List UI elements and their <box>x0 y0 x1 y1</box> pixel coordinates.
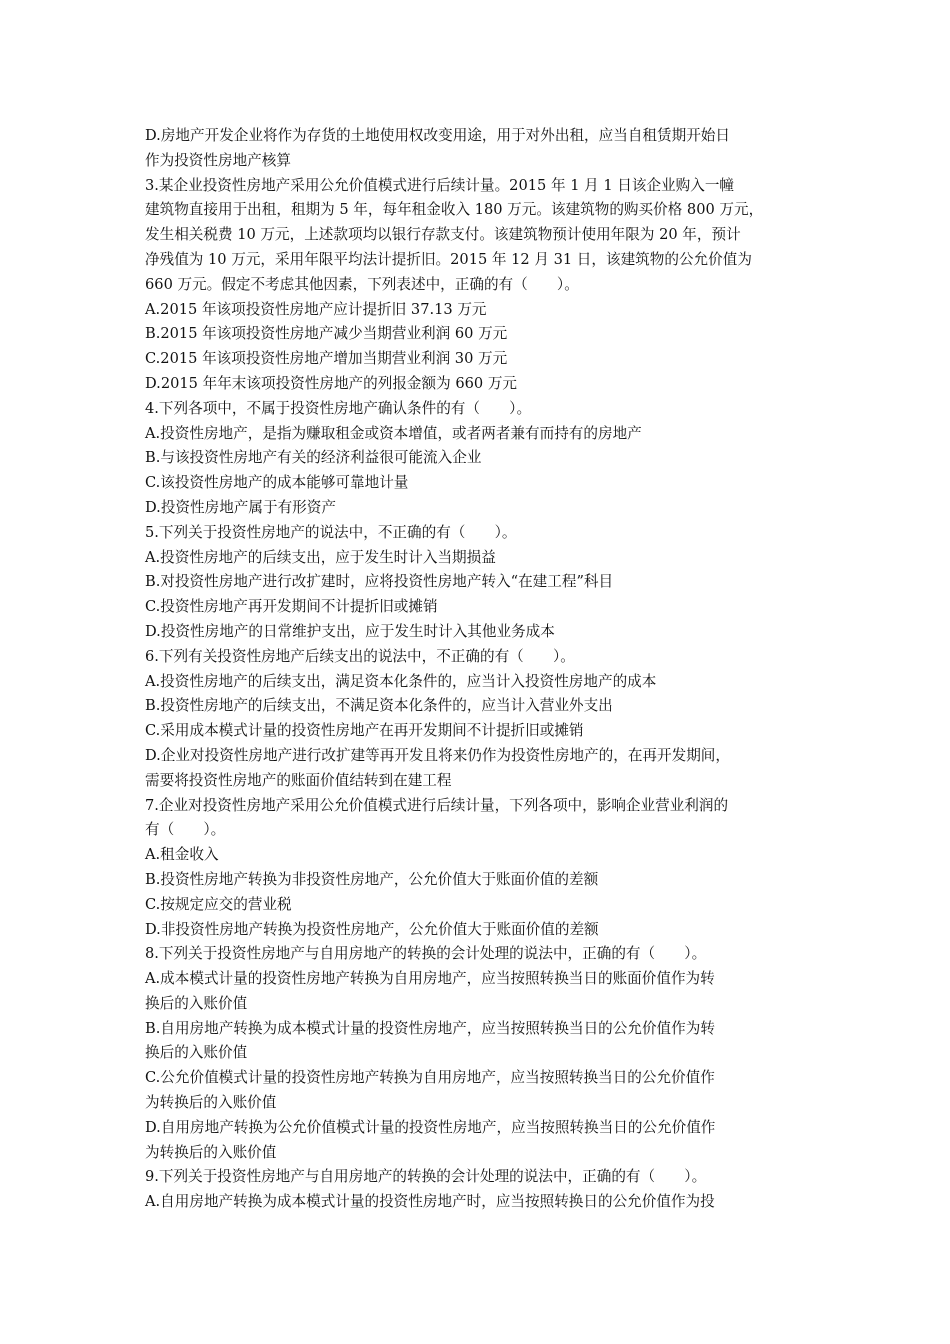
option-b: B.投资性房地产的后续支出，不满足资本化条件的，应当计入营业外支出 <box>145 697 613 715</box>
text-line: 660 万元。假定不考虑其他因素，下列表述中，正确的有（ ）。 <box>145 275 579 293</box>
question-7-stem: 7.企业对投资性房地产采用公允价值模式进行后续计量，下列各项中，影响企业营业利润的 <box>145 796 729 814</box>
text-line: 为转换后的入账价值 <box>145 1094 277 1112</box>
option-d: D.企业对投资性房地产进行改扩建等再开发且将来仍作为投资性房地产的，在再开发期间， <box>145 746 730 764</box>
document-body <box>145 124 810 1215</box>
option-b: B.2015 年该项投资性房地产减少当期营业利润 60 万元 <box>145 325 508 343</box>
text-line: 换后的入账价值 <box>145 1044 248 1062</box>
question-3-stem: 3.某企业投资性房地产采用公允价值模式进行后续计量。2015 年 1 月 1 日该企业购入一幢 <box>145 176 735 194</box>
option-a: A.投资性房地产的后续支出，应于发生时计入当期损益 <box>145 548 496 566</box>
option-d: D.非投资性房地产转换为投资性房地产，公允价值大于账面价值的差额 <box>145 920 599 938</box>
question-8-stem: 8.下列关于投资性房地产与自用房地产的转换的会计处理的说法中，正确的有（ ）。 <box>145 945 707 963</box>
option-a: A.自用房地产转换为成本模式计量的投资性房地产时，应当按照转换日的公允价值作为投 <box>145 1193 715 1211</box>
text-line: D.房地产开发企业将作为存货的土地使用权改变用途，用于对外出租，应当自租赁期开始日 <box>145 127 730 144</box>
question-6-stem: 6.下列有关投资性房地产后续支出的说法中，不正确的有（ ）。 <box>145 647 575 665</box>
option-a: A.投资性房地产的后续支出，满足资本化条件的，应当计入投资性房地产的成本 <box>145 672 657 690</box>
option-b: B.自用房地产转换为成本模式计量的投资性房地产，应当按照转换当日的公允价值作为转 <box>145 1019 715 1037</box>
option-c: C.2015 年该项投资性房地产增加当期营业利润 30 万元 <box>145 350 508 368</box>
question-4-stem: 4.下列各项中，不属于投资性房地产确认条件的有（ ）。 <box>145 399 532 417</box>
option-b: B.投资性房地产转换为非投资性房地产，公允价值大于账面价值的差额 <box>145 870 599 888</box>
option-c: C.该投资性房地产的成本能够可靠地计量 <box>145 474 409 492</box>
option-a: A.租金收入 <box>145 846 219 864</box>
option-d: D.自用房地产转换为公允价值模式计量的投资性房地产，应当按照转换当日的公允价值作 <box>145 1118 716 1136</box>
option-c: C.按规定应交的营业税 <box>145 895 292 913</box>
option-d: D.投资性房地产的日常维护支出，应于发生时计入其他业务成本 <box>145 622 555 640</box>
option-c: C.投资性房地产再开发期间不计提折旧或摊销 <box>145 598 438 616</box>
text-line: 发生相关税费 10 万元，上述款项均以银行存款支付。该建筑物预计使用年限为 20 年，预计 <box>145 226 741 244</box>
option-a: A.投资性房地产，是指为赚取租金或资本增值，或者两者兼有而持有的房地产 <box>145 424 642 442</box>
text-line: 净残值为 10 万元，采用年限平均法计提折旧。2015 年 12 月 31 日，该建筑物的公允价值为 <box>145 250 752 268</box>
question-9-stem: 9.下列关于投资性房地产与自用房地产的转换的会计处理的说法中，正确的有（ ）。 <box>145 1168 707 1186</box>
text-line: 换后的入账价值 <box>145 994 248 1012</box>
text-line: 需要将投资性房地产的账面价值结转到在建工程 <box>145 771 452 789</box>
text-line: 建筑物直接用于出租，租期为 5 年，每年租金收入 180 万元。该建筑物的购买价格 800 万元， <box>145 201 764 219</box>
text-line: 作为投资性房地产核算 <box>145 151 291 169</box>
question-5-stem: 5.下列关于投资性房地产的说法中，不正确的有（ ）。 <box>145 523 517 541</box>
option-b: B.对投资性房地产进行改扩建时，应将投资性房地产转入“在建工程”科目 <box>145 573 614 591</box>
option-a: A.2015 年该项投资性房地产应计提折旧 37.13 万元 <box>145 300 487 318</box>
option-a: A.成本模式计量的投资性房地产转换为自用房地产，应当按照转换当日的账面价值作为转 <box>145 970 715 988</box>
option-c: C.采用成本模式计量的投资性房地产在再开发期间不计提折旧或摊销 <box>145 722 584 740</box>
option-b: B.与该投资性房地产有关的经济利益很可能流入企业 <box>145 449 482 467</box>
option-d: D.2015 年年末该项投资性房地产的列报金额为 660 万元 <box>145 374 518 392</box>
option-c: C.公允价值模式计量的投资性房地产转换为自用房地产，应当按照转换当日的公允价值作 <box>145 1069 715 1087</box>
text-line: 有（ ）。 <box>145 821 226 839</box>
option-d: D.投资性房地产属于有形资产 <box>145 498 336 516</box>
text-line: 为转换后的入账价值 <box>145 1143 277 1161</box>
